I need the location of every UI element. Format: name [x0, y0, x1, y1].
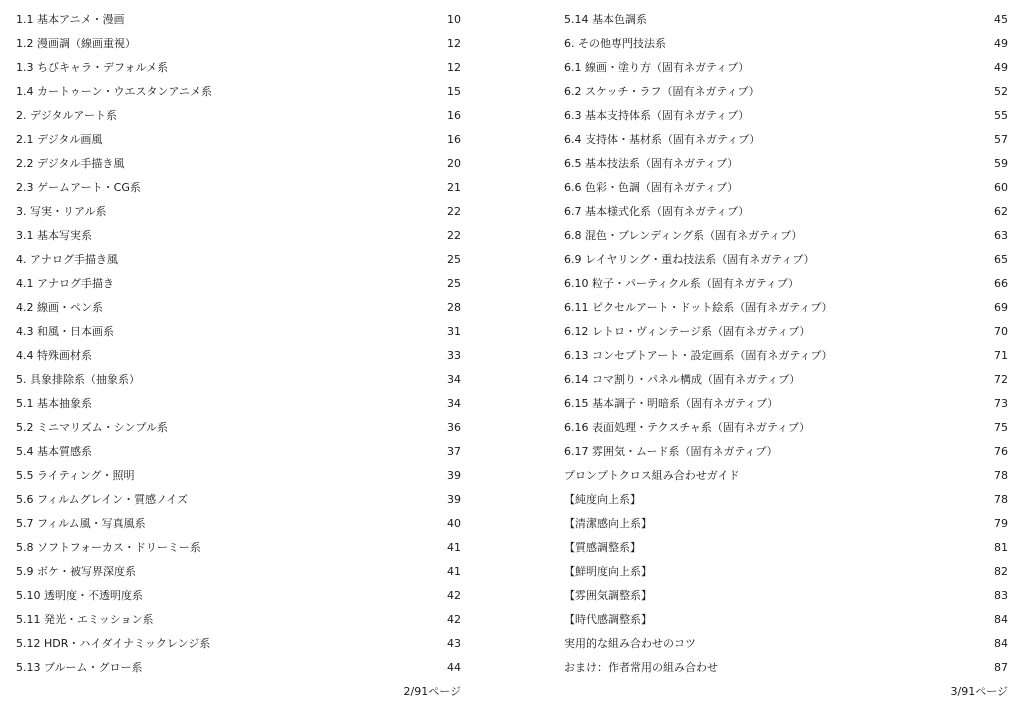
toc-entry[interactable]	[16, 368, 461, 392]
toc-entry[interactable]	[564, 584, 1008, 608]
toc-entry-title: 5.14 基本色調系	[564, 13, 647, 26]
toc-entry-page-number: 39	[447, 493, 461, 506]
toc-entry-title: 6.14 コマ割り・パネル構成（固有ネガティブ）	[564, 373, 801, 386]
toc-entry[interactable]	[16, 416, 461, 440]
toc-entry-title: 5.5 ライティング・照明	[16, 469, 135, 482]
toc-entry-page-number: 15	[447, 85, 461, 98]
toc-entry-title: 6.2 スケッチ・ラフ（固有ネガティブ）	[564, 85, 760, 98]
toc-entry[interactable]	[564, 560, 1008, 584]
toc-entry-page-number: 12	[447, 61, 461, 74]
toc-entry-title: 実用的な組み合わせのコツ	[564, 637, 696, 650]
toc-entry-title: 2.2 デジタル手描き風	[16, 157, 125, 170]
toc-entry[interactable]	[16, 104, 461, 128]
toc-entry-page-number: 57	[994, 133, 1008, 146]
toc-entry-page-number: 82	[994, 565, 1008, 578]
toc-entry-page-number: 81	[994, 541, 1008, 554]
toc-entry-page-number: 28	[447, 301, 461, 314]
toc-entry-page-number: 63	[994, 229, 1008, 242]
toc-entry-page-number: 49	[994, 61, 1008, 74]
toc-entry-title: 6.8 混色・ブレンディング系（固有ネガティブ）	[564, 229, 803, 242]
toc-entry-title: 6.7 基本様式化系（固有ネガティブ）	[564, 205, 750, 218]
toc-entry[interactable]	[16, 296, 461, 320]
toc-entry-title: 6.12 レトロ・ヴィンテージ系（固有ネガティブ）	[564, 325, 811, 338]
toc-entry[interactable]	[564, 512, 1008, 536]
toc-entry-page-number: 31	[447, 325, 461, 338]
toc-entry[interactable]	[16, 128, 461, 152]
toc-entry-title: 5.10 透明度・不透明度系	[16, 589, 143, 602]
toc-entry-page-number: 25	[447, 277, 461, 290]
toc-entry[interactable]	[16, 608, 461, 632]
toc-entry[interactable]	[16, 320, 461, 344]
toc-entry-title: 6.11 ピクセルアート・ドット絵系（固有ネガティブ）	[564, 301, 833, 314]
toc-entry[interactable]	[564, 128, 1008, 152]
toc-entry[interactable]	[16, 80, 461, 104]
toc-entry-title: 【雰囲気調整系】	[564, 589, 652, 602]
toc-entry-title: 6.17 雰囲気・ムード系（固有ネガティブ）	[564, 445, 778, 458]
toc-entry-page-number: 34	[447, 397, 461, 410]
toc-entry-title: 5. 具象排除系（抽象系）	[16, 373, 140, 386]
toc-entry[interactable]	[564, 248, 1008, 272]
toc-entry[interactable]	[16, 560, 461, 584]
toc-entry-title: 5.7 フィルム風・写真風系	[16, 517, 146, 530]
toc-entry-page-number: 22	[447, 229, 461, 242]
toc-entry-title: 5.6 フィルムグレイン・質感ノイズ	[16, 493, 189, 506]
toc-entry-page-number: 45	[994, 13, 1008, 26]
toc-entry-title: 6.13 コンセプトアート・設定画系（固有ネガティブ）	[564, 349, 833, 362]
toc-entry-page-number: 52	[994, 85, 1008, 98]
toc-entry[interactable]	[564, 56, 1008, 80]
toc-entry[interactable]	[564, 488, 1008, 512]
toc-entry-title: 5.1 基本抽象系	[16, 397, 92, 410]
toc-entry[interactable]	[16, 200, 461, 224]
toc-entry[interactable]	[16, 56, 461, 80]
toc-entry[interactable]	[564, 80, 1008, 104]
toc-entry-page-number: 44	[447, 661, 461, 674]
toc-entry-title: 5.4 基本質感系	[16, 445, 92, 458]
toc-entry-title: 4.2 線画・ペン系	[16, 301, 103, 314]
toc-entry-title: 5.12 HDR・ハイダイナミックレンジ系	[16, 637, 211, 650]
toc-entry[interactable]	[564, 320, 1008, 344]
toc-entry-page-number: 25	[447, 253, 461, 266]
toc-entry[interactable]	[16, 152, 461, 176]
toc-entry-title: 6.10 粒子・パーティクル系（固有ネガティブ）	[564, 277, 800, 290]
toc-entry[interactable]	[16, 488, 461, 512]
toc-entry-page-number: 42	[447, 613, 461, 626]
toc-entry[interactable]	[564, 464, 1008, 488]
toc-entry-title: 6.9 レイヤリング・重ね技法系（固有ネガティブ）	[564, 253, 815, 266]
toc-entry-page-number: 22	[447, 205, 461, 218]
toc-entry[interactable]	[564, 608, 1008, 632]
toc-entry[interactable]	[564, 200, 1008, 224]
toc-entry[interactable]	[16, 632, 461, 656]
toc-entry-page-number: 39	[447, 469, 461, 482]
toc-entry[interactable]	[16, 464, 461, 488]
toc-entry[interactable]	[16, 344, 461, 368]
toc-entry-title: 【質感調整系】	[564, 541, 641, 554]
toc-entry-page-number: 43	[447, 637, 461, 650]
toc-entry[interactable]	[564, 368, 1008, 392]
toc-entry-title: 【時代感調整系】	[564, 613, 652, 626]
toc-entry[interactable]	[564, 392, 1008, 416]
toc-entry-page-number: 76	[994, 445, 1008, 458]
toc-entry-title: 6. その他専門技法系	[564, 37, 666, 50]
toc-entry[interactable]	[16, 584, 461, 608]
toc-entry-page-number: 59	[994, 157, 1008, 170]
toc-entry[interactable]	[564, 656, 1008, 680]
toc-entry[interactable]	[16, 656, 461, 680]
toc-entry-title: 4. アナログ手描き風	[16, 253, 118, 266]
toc-entry-page-number: 36	[447, 421, 461, 434]
toc-entry-title: 4.1 アナログ手描き	[16, 277, 114, 290]
toc-entry[interactable]	[16, 248, 461, 272]
toc-entry[interactable]	[16, 8, 461, 32]
toc-entry-page-number: 55	[994, 109, 1008, 122]
toc-entry-title: 2. デジタルアート系	[16, 109, 118, 122]
toc-entry-page-number: 34	[447, 373, 461, 386]
toc-entry-page-number: 70	[994, 325, 1008, 338]
toc-entry-title: 6.1 線画・塗り方（固有ネガティブ）	[564, 61, 750, 74]
toc-entry[interactable]	[564, 344, 1008, 368]
toc-entry[interactable]	[564, 440, 1008, 464]
toc-entry[interactable]	[564, 632, 1008, 656]
toc-entry-page-number: 73	[994, 397, 1008, 410]
toc-entry-title: 【鮮明度向上系】	[564, 565, 652, 578]
toc-entry-title: 5.11 発光・エミッション系	[16, 613, 154, 626]
toc-entry[interactable]	[564, 32, 1008, 56]
toc-entry-title: 4.3 和風・日本画系	[16, 325, 114, 338]
toc-entry-page-number: 72	[994, 373, 1008, 386]
toc-entry-title: 6.15 基本調子・明暗系（固有ネガティブ）	[564, 397, 779, 410]
toc-entry-page-number: 21	[447, 181, 461, 194]
toc-entry-title: 5.8 ソフトフォーカス・ドリーミー系	[16, 541, 201, 554]
toc-entry-title: 3.1 基本写実系	[16, 229, 92, 242]
toc-entry[interactable]	[16, 224, 461, 248]
toc-entry[interactable]	[16, 32, 461, 56]
toc-entry[interactable]	[564, 8, 1008, 32]
toc-left-page	[16, 8, 461, 680]
toc-entry[interactable]	[16, 512, 461, 536]
toc-entry-title: プロンプトクロス組み合わせガイド	[564, 469, 740, 482]
toc-entry[interactable]	[564, 296, 1008, 320]
toc-entry-page-number: 40	[447, 517, 461, 530]
page-number-right: 3/91ページ	[950, 685, 1008, 698]
toc-entry-title: おまけ：作者常用の組み合わせ	[564, 661, 718, 674]
toc-entry-page-number: 10	[447, 13, 461, 26]
toc-entry-page-number: 33	[447, 349, 461, 362]
toc-entry-title: 1.4 カートゥーン・ウエスタンアニメ系	[16, 85, 212, 98]
toc-entry-page-number: 37	[447, 445, 461, 458]
toc-entry-page-number: 78	[994, 469, 1008, 482]
toc-entry-page-number: 75	[994, 421, 1008, 434]
toc-entry-title: 6.6 色彩・色調（固有ネガティブ）	[564, 181, 739, 194]
toc-entry-title: 6.5 基本技法系（固有ネガティブ）	[564, 157, 739, 170]
toc-entry-title: 5.9 ボケ・被写界深度系	[16, 565, 136, 578]
toc-entry-title: 1.2 漫画調（線画重視）	[16, 37, 136, 50]
toc-entry-page-number: 20	[447, 157, 461, 170]
toc-entry-page-number: 49	[994, 37, 1008, 50]
toc-entry-page-number: 65	[994, 253, 1008, 266]
toc-entry[interactable]	[564, 536, 1008, 560]
toc-entry-page-number: 83	[994, 589, 1008, 602]
toc-entry-title: 6.3 基本支持体系（固有ネガティブ）	[564, 109, 750, 122]
toc-entry[interactable]	[564, 176, 1008, 200]
toc-entry-title: 2.3 ゲームアート・CG系	[16, 181, 141, 194]
toc-entry-page-number: 41	[447, 565, 461, 578]
toc-entry-page-number: 62	[994, 205, 1008, 218]
toc-entry-page-number: 41	[447, 541, 461, 554]
toc-entry-title: 3. 写実・リアル系	[16, 205, 107, 218]
toc-entry-title: 【純度向上系】	[564, 493, 641, 506]
toc-entry-title: 2.1 デジタル画風	[16, 133, 103, 146]
toc-entry-page-number: 71	[994, 349, 1008, 362]
page-number-left: 2/91ページ	[403, 685, 461, 698]
toc-entry[interactable]	[564, 416, 1008, 440]
toc-entry-title: 6.16 表面処理・テクスチャ系（固有ネガティブ）	[564, 421, 811, 434]
toc-entry-title: 5.2 ミニマリズム・シンプル系	[16, 421, 169, 434]
toc-entry-title: 6.4 支持体・基材系（固有ネガティブ）	[564, 133, 761, 146]
toc-entry-page-number: 84	[994, 613, 1008, 626]
toc-entry-page-number: 79	[994, 517, 1008, 530]
toc-entry[interactable]	[16, 440, 461, 464]
toc-entry-title: 1.1 基本アニメ・漫画	[16, 13, 125, 26]
toc-entry-page-number: 69	[994, 301, 1008, 314]
toc-entry-page-number: 42	[447, 589, 461, 602]
toc-entry-page-number: 87	[994, 661, 1008, 674]
toc-entry[interactable]	[564, 104, 1008, 128]
toc-entry[interactable]	[16, 392, 461, 416]
toc-entry-page-number: 16	[447, 109, 461, 122]
toc-entry-page-number: 84	[994, 637, 1008, 650]
toc-entry[interactable]	[564, 272, 1008, 296]
toc-right-page	[564, 8, 1008, 680]
toc-entry-title: 【清潔感向上系】	[564, 517, 652, 530]
toc-entry-title: 5.13 ブルーム・グロー系	[16, 661, 143, 674]
toc-entry-page-number: 78	[994, 493, 1008, 506]
toc-entry-page-number: 12	[447, 37, 461, 50]
toc-entry[interactable]	[16, 536, 461, 560]
toc-entry-page-number: 66	[994, 277, 1008, 290]
toc-entry-title: 4.4 特殊画材系	[16, 349, 92, 362]
toc-entry-title: 1.3 ちびキャラ・デフォルメ系	[16, 61, 169, 74]
toc-entry[interactable]	[564, 152, 1008, 176]
toc-entry[interactable]	[564, 224, 1008, 248]
toc-entry-page-number: 16	[447, 133, 461, 146]
toc-entry-page-number: 60	[994, 181, 1008, 194]
toc-entry[interactable]	[16, 176, 461, 200]
toc-entry[interactable]	[16, 272, 461, 296]
